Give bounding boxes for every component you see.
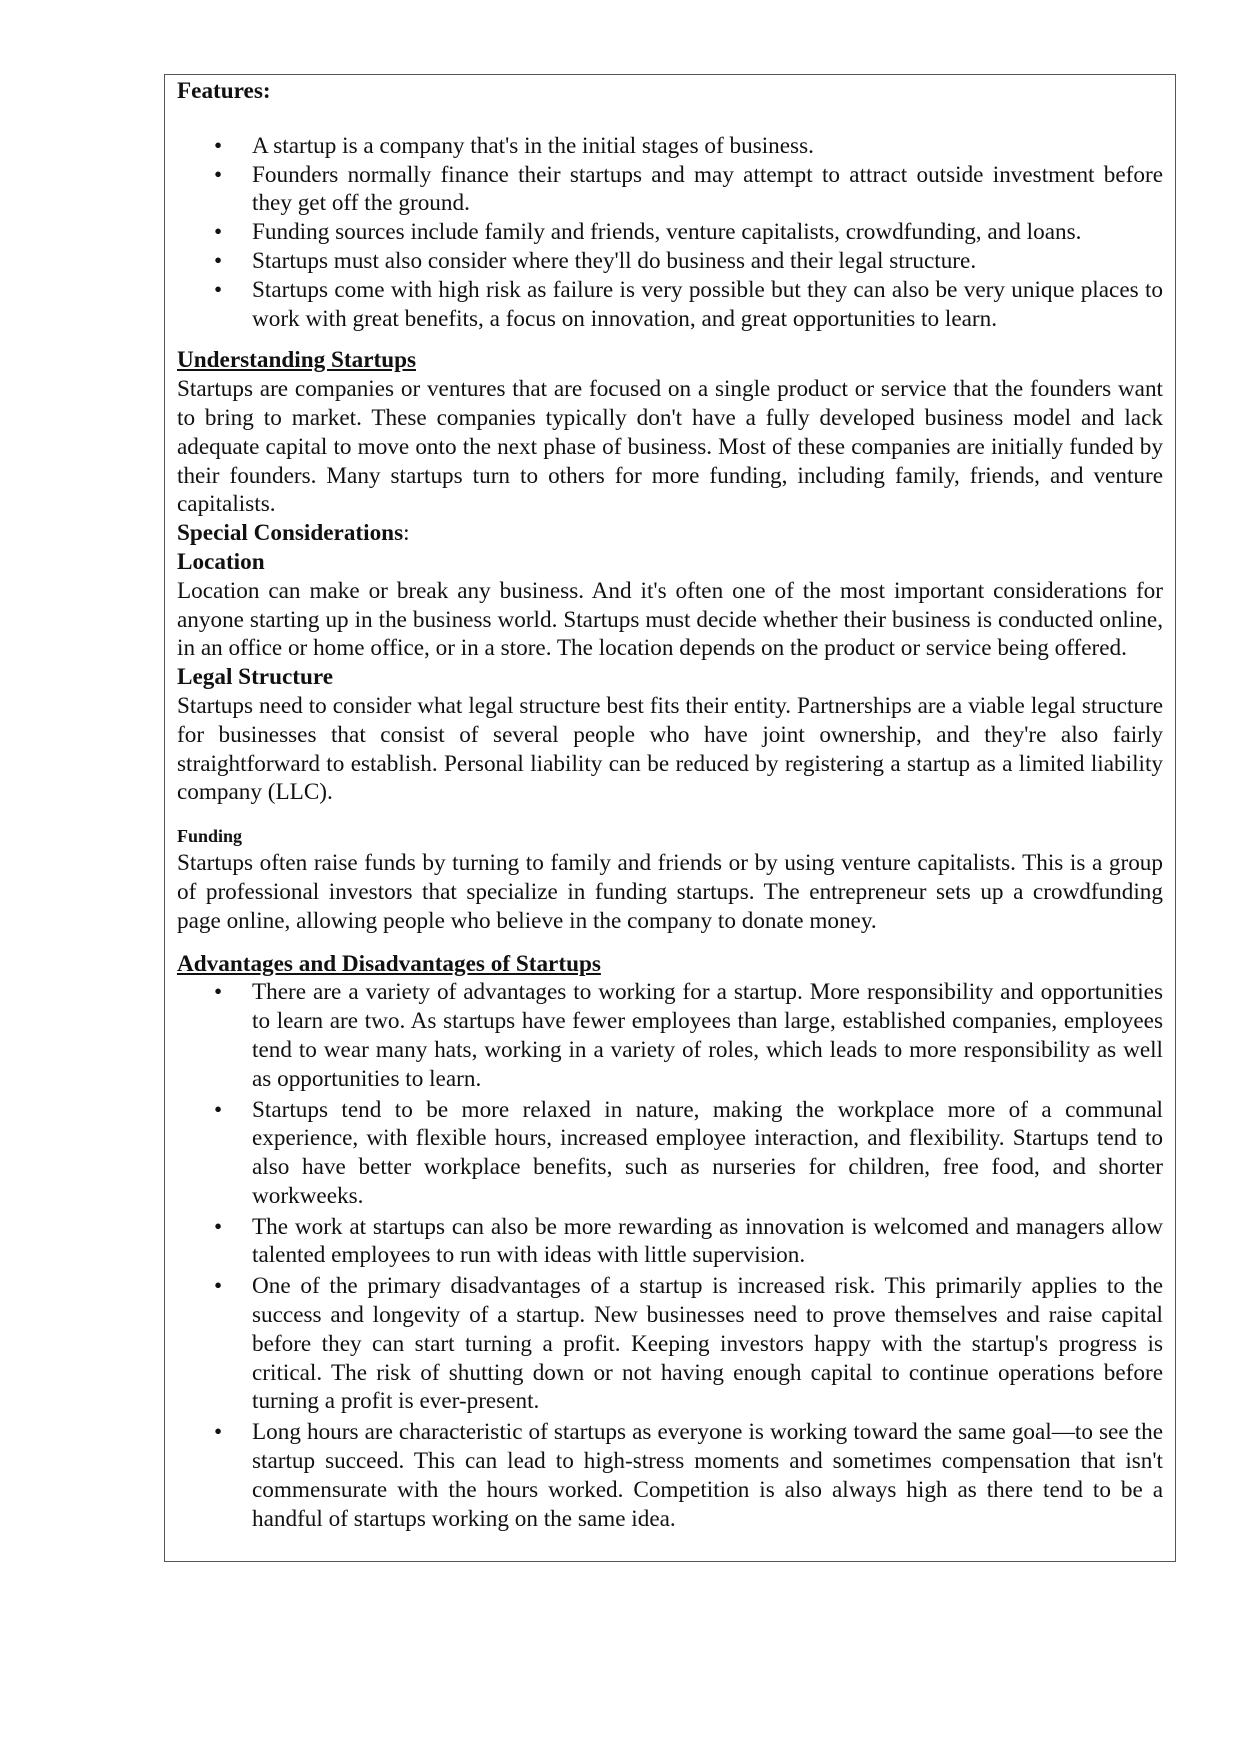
legal-structure-body: Startups need to consider what legal structure best fits their entity. Partnerships are a viable legal structure for businesses that consist of several people who have joint ownership, and they're also fairly straightforward to establish. Personal liability can be reduced by registering a startup as a limited liability company (LLC). <box>177 692 1163 806</box>
features-heading: Features: <box>177 78 271 104</box>
location-body: Location can make or break any business. And it's often one of the most important considerations for anyone starting up in the business world. Startups must decide whether their business is conducted online, in an office or home office, or in a store. The location depends on the product or service being offered. <box>177 577 1163 662</box>
understanding-heading: Understanding Startups <box>177 347 417 374</box>
understanding-body: Startups are companies or ventures that are focused on a single product or service that the founders want to bring to market. These companies typically don't have a fully developed business model and lack adequate capital to move onto the next phase of business. Most of these companies are initially funded by their founders. Many startups turn to others for more funding, including family, friends, and venture capitalists. <box>177 376 1163 518</box>
features-list <box>177 132 1163 334</box>
advantages-item: • Startups tend to be more relaxed in nature, making the workplace more of a communal experience, with flexible hours, increased employee interaction, and flexibility. Startups tend to also have better workplace benefits, such as nurseries for children, free food, and shorter workweeks. <box>177 1096 1163 1211</box>
features-item: • Startups come with high risk as failure is very possible but they can also be very unique places to work with great benefits, a focus on innovation, and great opportunities to learn. <box>177 276 1163 334</box>
special-considerations-heading: Special Considerations <box>177 520 404 547</box>
special-considerations-line <box>177 519 1163 548</box>
features-item: • Startups must also consider where they'll do business and their legal structure. <box>177 247 1163 276</box>
advantages-item: • One of the primary disadvantages of a startup is increased risk. This primarily applies to the success and longevity of a startup. New businesses need to prove themselves and raise capital before they can start turning a profit. Keeping investors happy with the startup's progress is critical. The risk of shutting down or not having enough capital to continue operations before turning a profit is ever-present. <box>177 1272 1163 1416</box>
advantages-list <box>177 978 1163 1533</box>
advantages-item: • The work at startups can also be more rewarding as innovation is welcomed and managers allow talented employees to run with ideas with little supervision. <box>177 1213 1163 1271</box>
special-considerations-colon: : <box>403 520 410 547</box>
location-heading: Location <box>177 548 265 575</box>
document-frame <box>164 74 1176 1562</box>
advantages-item: • There are a variety of advantages to working for a startup. More responsibility and opportunities to learn are two. As startups have fewer employees than large, established companies, employees tend to wear many hats, working in a variety of roles, which leads to more responsibility as well as opportunities to learn. <box>177 978 1163 1093</box>
features-item: • Founders normally finance their startups and may attempt to attract outside investment before they get off the ground. <box>177 161 1163 219</box>
funding-heading: Funding <box>177 826 243 847</box>
funding-body: Startups often raise funds by turning to family and friends or by using venture capitalists. This is a group of professional investors that specialize in funding startups. The entrepreneur sets up a crowdfunding page online, allowing people who believe in the company to donate money. <box>177 850 1163 934</box>
advantages-item: • Long hours are characteristic of startups as everyone is working toward the same goal—to see the startup succeed. This can lead to high-stress moments and sometimes compensation that isn't commensurate with the hours worked. Competition is also always high as there tend to be a handful of startups working on the same idea. <box>177 1418 1163 1533</box>
legal-structure-heading: Legal Structure <box>177 664 334 691</box>
advantages-heading: Advantages and Disadvantages of Startups <box>177 950 601 977</box>
features-item: • Funding sources include family and friends, venture capitalists, crowdfunding, and loans. <box>177 218 1163 247</box>
features-item: • A startup is a company that's in the initial stages of business. <box>177 132 1163 161</box>
